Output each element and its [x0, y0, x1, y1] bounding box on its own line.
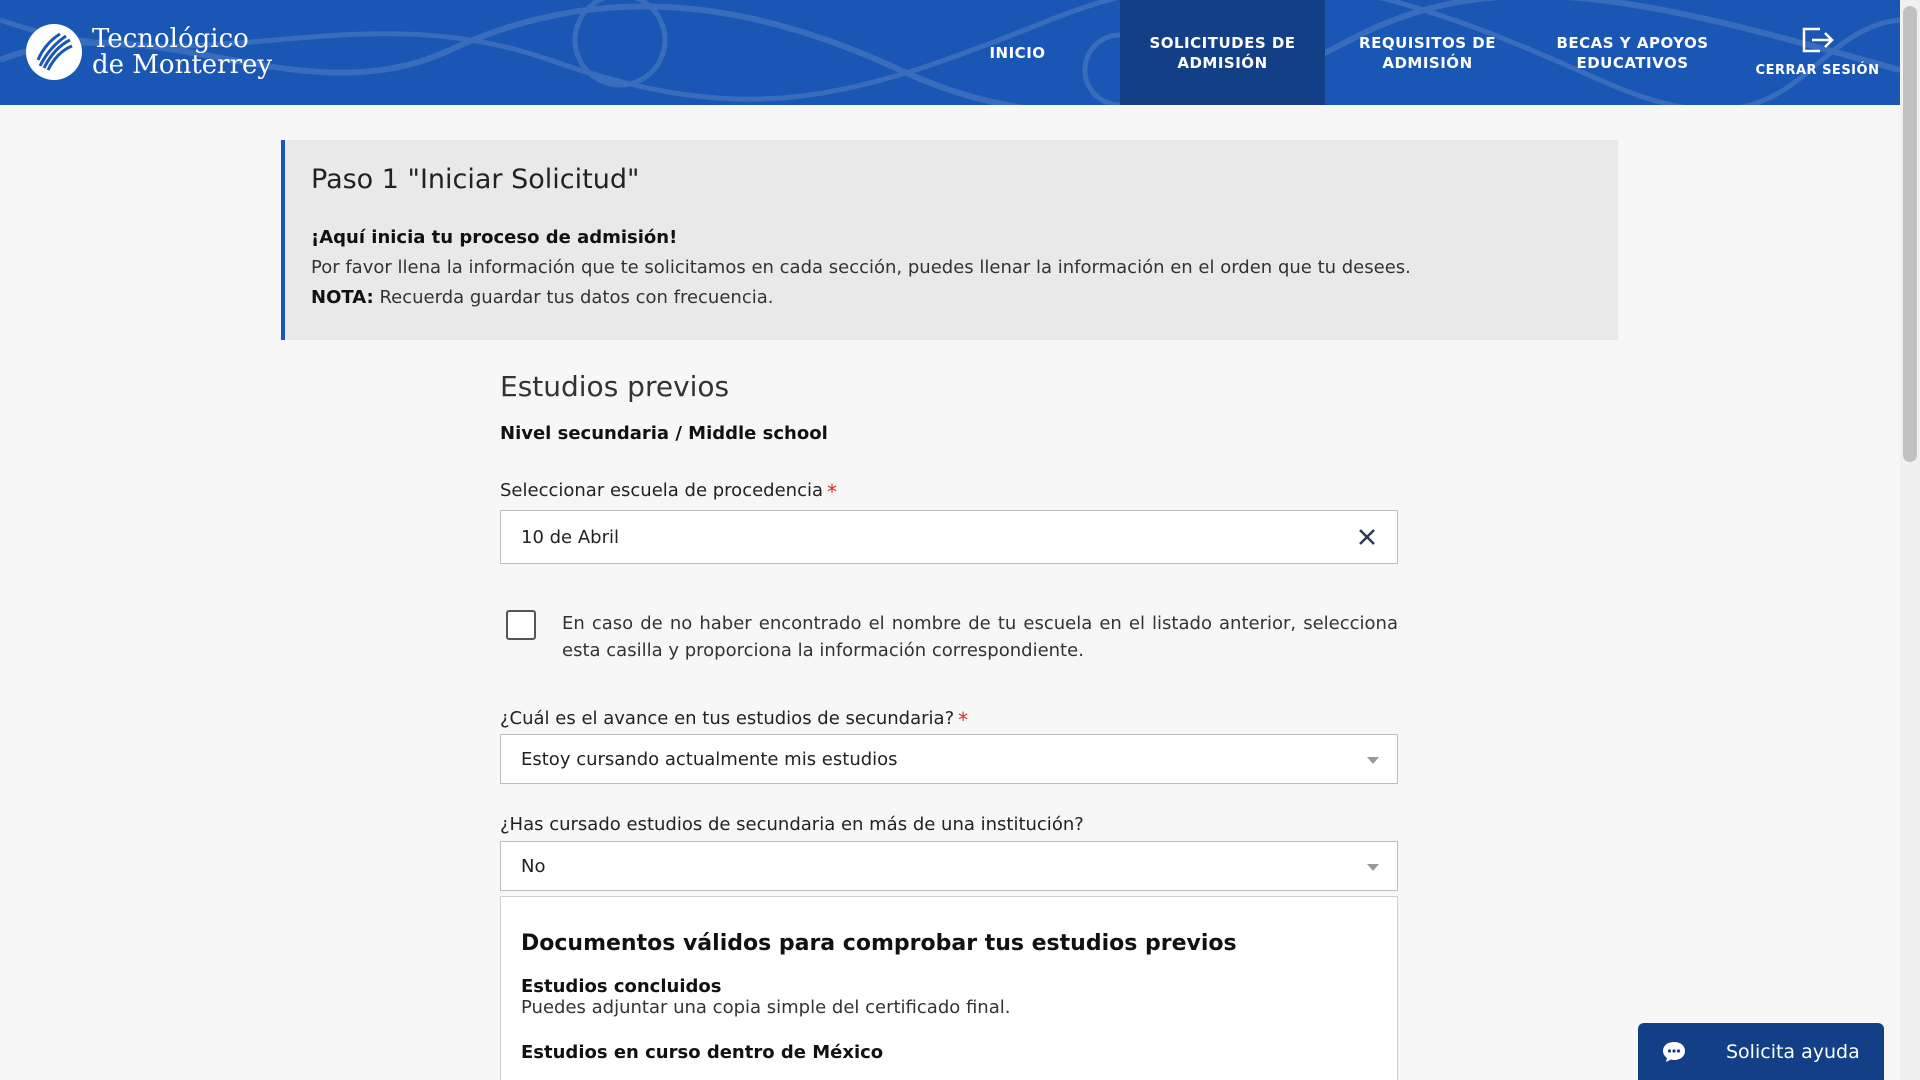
documents-title: Documentos válidos para comprobar tus estudios previos: [521, 931, 1237, 956]
concluded-title: Estudios concluidos: [521, 976, 722, 997]
chevron-down-icon: [1367, 864, 1379, 871]
progress-value: Estoy cursando actualmente mis estudios: [521, 748, 898, 770]
nav-solicitudes-admision[interactable]: SOLICITUDES DE ADMISIÓN: [1120, 0, 1325, 105]
concluded-text: Puedes adjuntar una copia simple del certificado final.: [521, 997, 1011, 1018]
logout-label: CERRAR SESIÓN: [1755, 62, 1880, 78]
note-text: Recuerda guardar tus datos con frecuencia.: [379, 287, 774, 308]
multi-institution-value: No: [521, 855, 546, 877]
school-not-found-text: En caso de no haber encontrado el nombre de tu escuela en el listado anterior, selecciona esta casilla y proporciona la información correspondiente.: [562, 613, 1398, 661]
tec-logo-icon: [26, 24, 82, 80]
clear-icon[interactable]: [1355, 525, 1379, 549]
previous-studies-form: [500, 370, 1398, 891]
nav-requisitos-admision[interactable]: REQUISITOS DE ADMISIÓN: [1359, 33, 1496, 72]
multi-institution-select[interactable]: [500, 841, 1398, 891]
school-label: [500, 480, 1398, 504]
help-chat-button[interactable]: [1638, 1023, 1884, 1080]
progress-select[interactable]: [500, 734, 1398, 784]
top-header: [0, 0, 1900, 105]
logo-line-1: Tecnológico: [92, 24, 249, 54]
step-info-panel: [281, 140, 1618, 340]
school-not-found-checkbox[interactable]: [506, 610, 536, 640]
note-label: NOTA:: [311, 287, 374, 308]
progress-label: [500, 708, 1398, 732]
logout-button[interactable]: [1735, 0, 1900, 105]
tec-logo[interactable]: [26, 24, 272, 80]
welcome-text: ¡Aquí inicia tu proceso de admisión!: [311, 227, 678, 248]
logout-icon: [1800, 25, 1836, 55]
nav-inicio[interactable]: INICIO: [989, 43, 1046, 62]
nav-becas-apoyos[interactable]: BECAS Y APOYOS EDUCATIVOS: [1556, 33, 1709, 72]
main-nav: [915, 0, 1900, 105]
progress-label-text: ¿Cuál es el avance en tus estudios de secundaria?: [500, 708, 955, 729]
section-title: Estudios previos: [500, 370, 730, 403]
school-value: 10 de Abril: [521, 526, 619, 548]
chat-icon: [1662, 1041, 1686, 1063]
multi-institution-label: ¿Has cursado estudios de secundaria en más de una institución?: [500, 814, 1084, 835]
required-mark: *: [827, 480, 837, 504]
valid-documents-card: [500, 896, 1398, 1080]
tec-logo-text: [92, 26, 272, 78]
required-mark: *: [958, 708, 969, 732]
school-label-text: Seleccionar escuela de procedencia: [500, 480, 823, 501]
chevron-down-icon: [1367, 757, 1379, 764]
step-title: Paso 1 "Iniciar Solicitud": [311, 164, 640, 195]
logo-line-2: de Monterrey: [92, 50, 273, 80]
in-progress-title: Estudios en curso dentro de México: [521, 1042, 884, 1063]
scrollbar-thumb[interactable]: [1903, 6, 1917, 462]
instructions-text: Por favor llena la información que te solicitamos en cada sección, puedes llenar la información en el orden que tu desees.: [311, 257, 1411, 278]
help-label: Solicita ayuda: [1726, 1040, 1860, 1063]
school-input[interactable]: [500, 510, 1398, 564]
note-line: [311, 283, 1592, 313]
page-scrollbar[interactable]: [1900, 0, 1920, 1080]
level-heading: Nivel secundaria / Middle school: [500, 423, 828, 444]
